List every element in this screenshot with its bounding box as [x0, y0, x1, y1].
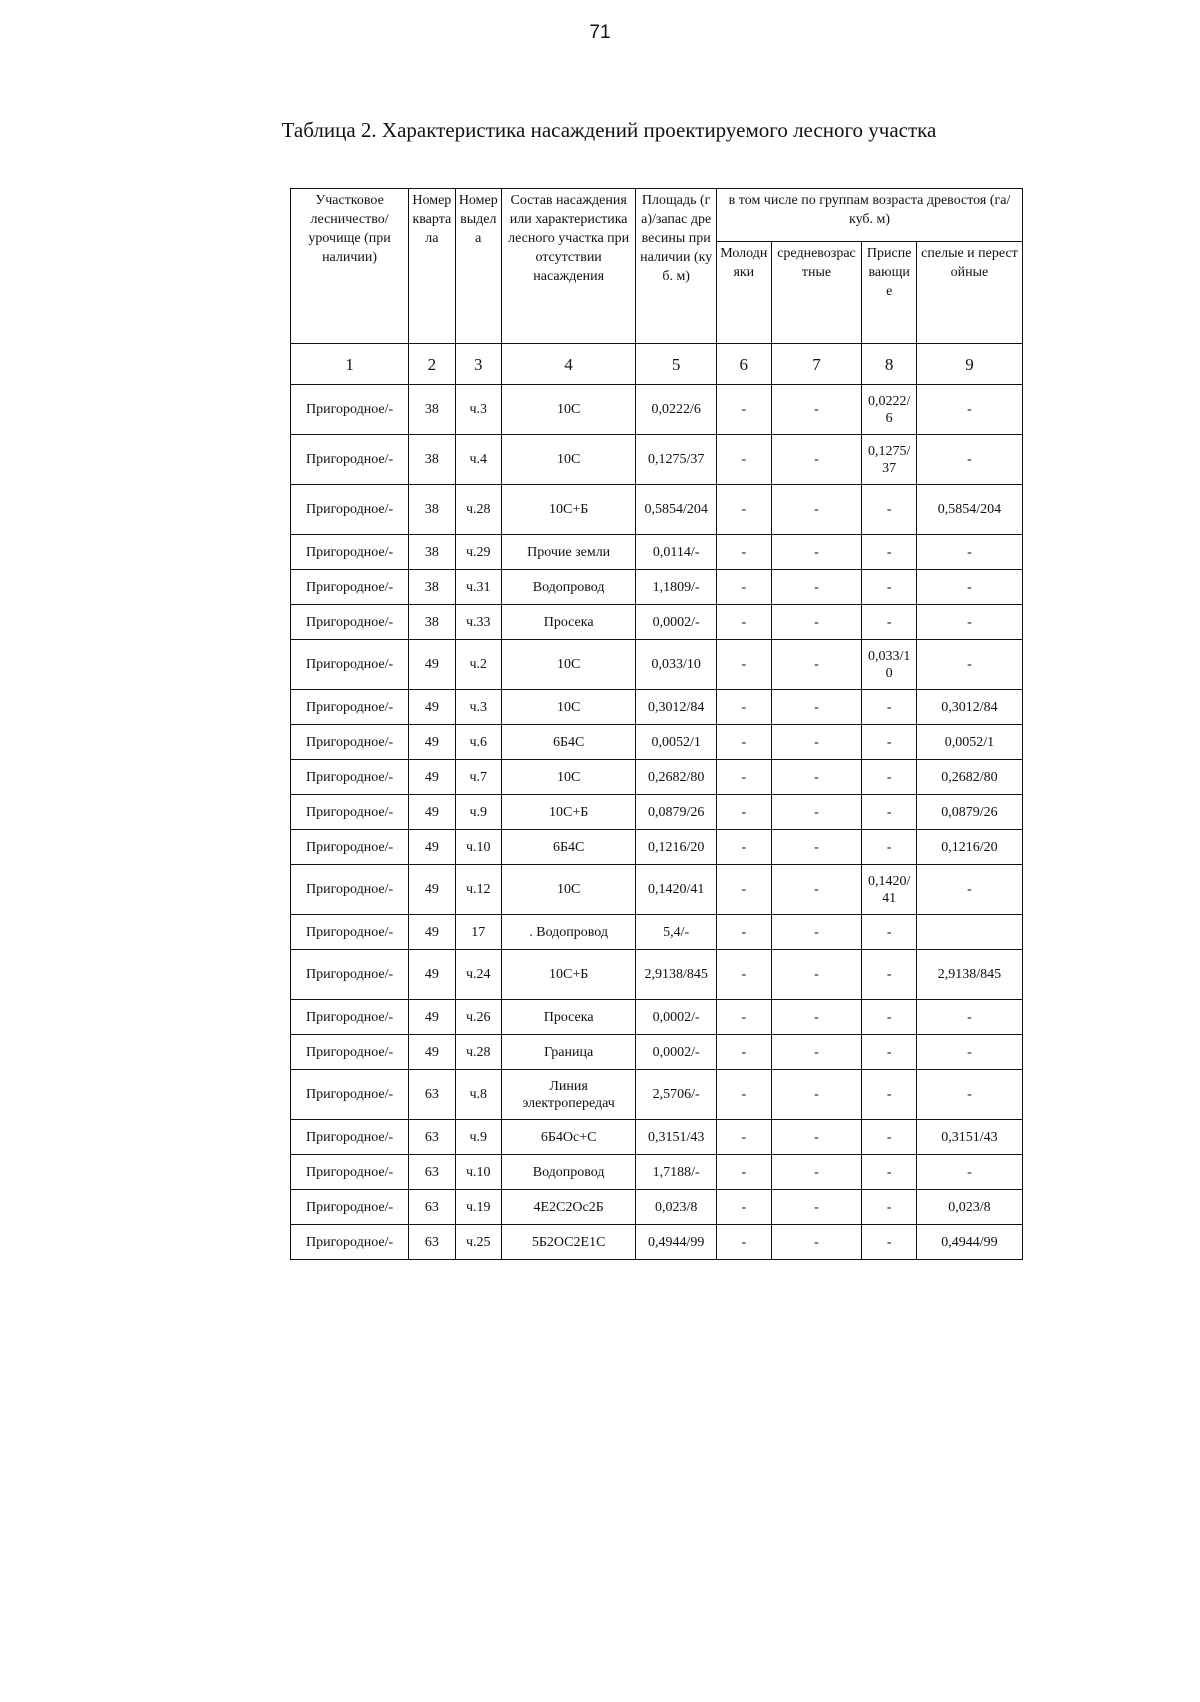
- cell-quarter: 63: [409, 1070, 455, 1120]
- cell-quarter: 49: [409, 1000, 455, 1035]
- table-row: [291, 760, 1023, 795]
- cell-middle-aged: -: [771, 385, 862, 435]
- cell-mature: -: [916, 1035, 1022, 1070]
- cell-area-stock: 0,0002/-: [636, 605, 717, 640]
- cell-quarter: 63: [409, 1120, 455, 1155]
- cell-young: -: [717, 435, 772, 485]
- cell-composition: 10С: [502, 435, 636, 485]
- column-number: 3: [455, 344, 501, 385]
- cell-district: Пригородное/-: [291, 1000, 409, 1035]
- cell-maturing: -: [862, 1000, 917, 1035]
- cell-quarter: 38: [409, 435, 455, 485]
- cell-quarter: 38: [409, 570, 455, 605]
- cell-quarter: 38: [409, 385, 455, 435]
- cell-middle-aged: -: [771, 485, 862, 535]
- cell-young: -: [717, 640, 772, 690]
- cell-quarter: 49: [409, 830, 455, 865]
- cell-district: Пригородное/-: [291, 1070, 409, 1120]
- cell-quarter: 49: [409, 725, 455, 760]
- cell-mature: -: [916, 1000, 1022, 1035]
- header-composition: Состав насаждения или характеристика лесного участка при отсутствии насаждения: [502, 189, 636, 344]
- cell-area-stock: 0,0222/6: [636, 385, 717, 435]
- column-number: 1: [291, 344, 409, 385]
- cell-middle-aged: -: [771, 1000, 862, 1035]
- cell-plot: ч.19: [455, 1190, 501, 1225]
- table-row: [291, 950, 1023, 1000]
- table-row: [291, 485, 1023, 535]
- cell-young: -: [717, 690, 772, 725]
- cell-quarter: 38: [409, 485, 455, 535]
- cell-middle-aged: -: [771, 915, 862, 950]
- cell-composition: 10С+Б: [502, 795, 636, 830]
- cell-plot: ч.3: [455, 385, 501, 435]
- cell-composition: 5Б2ОС2Е1С: [502, 1225, 636, 1260]
- cell-composition: Прочие земли: [502, 535, 636, 570]
- cell-maturing: -: [862, 1035, 917, 1070]
- cell-composition: 10С: [502, 640, 636, 690]
- cell-young: -: [717, 1000, 772, 1035]
- table-title: Таблица 2. Характеристика насаждений проектируемого лесного участка: [281, 118, 937, 142]
- cell-mature: 0,0052/1: [916, 725, 1022, 760]
- table-row: [291, 915, 1023, 950]
- cell-district: Пригородное/-: [291, 485, 409, 535]
- cell-maturing: -: [862, 1190, 917, 1225]
- cell-area-stock: 2,9138/845: [636, 950, 717, 1000]
- cell-young: -: [717, 795, 772, 830]
- cell-mature: 0,5854/204: [916, 485, 1022, 535]
- cell-mature: 0,1216/20: [916, 830, 1022, 865]
- table-row: [291, 725, 1023, 760]
- cell-young: -: [717, 1120, 772, 1155]
- cell-young: -: [717, 485, 772, 535]
- cell-plot: ч.4: [455, 435, 501, 485]
- table-row: [291, 435, 1023, 485]
- cell-plot: ч.12: [455, 865, 501, 915]
- cell-middle-aged: -: [771, 1035, 862, 1070]
- cell-area-stock: 0,3151/43: [636, 1120, 717, 1155]
- cell-mature: 0,2682/80: [916, 760, 1022, 795]
- column-number: 6: [717, 344, 772, 385]
- cell-district: Пригородное/-: [291, 640, 409, 690]
- cell-plot: ч.33: [455, 605, 501, 640]
- cell-maturing: -: [862, 725, 917, 760]
- header-area-stock: Площадь (га)/запас древесины при наличии (куб. м): [636, 189, 717, 344]
- cell-maturing: -: [862, 485, 917, 535]
- cell-middle-aged: -: [771, 1155, 862, 1190]
- cell-young: -: [717, 1035, 772, 1070]
- cell-quarter: 63: [409, 1190, 455, 1225]
- cell-maturing: -: [862, 950, 917, 1000]
- cell-quarter: 49: [409, 950, 455, 1000]
- cell-middle-aged: -: [771, 690, 862, 725]
- cell-district: Пригородное/-: [291, 830, 409, 865]
- cell-young: -: [717, 865, 772, 915]
- cell-young: -: [717, 760, 772, 795]
- cell-area-stock: 0,5854/204: [636, 485, 717, 535]
- column-number: 7: [771, 344, 862, 385]
- cell-area-stock: 1,1809/-: [636, 570, 717, 605]
- cell-maturing: -: [862, 1070, 917, 1120]
- cell-plot: ч.3: [455, 690, 501, 725]
- cell-area-stock: 2,5706/-: [636, 1070, 717, 1120]
- cell-maturing: -: [862, 760, 917, 795]
- cell-mature: 0,0879/26: [916, 795, 1022, 830]
- cell-area-stock: 0,1420/41: [636, 865, 717, 915]
- table-row: [291, 865, 1023, 915]
- cell-young: -: [717, 1225, 772, 1260]
- cell-middle-aged: -: [771, 1070, 862, 1120]
- cell-composition: Просека: [502, 1000, 636, 1035]
- cell-plot: ч.29: [455, 535, 501, 570]
- cell-district: Пригородное/-: [291, 605, 409, 640]
- cell-plot: ч.7: [455, 760, 501, 795]
- cell-composition: Водопровод: [502, 1155, 636, 1190]
- cell-composition: 6Б4С: [502, 830, 636, 865]
- cell-quarter: 49: [409, 865, 455, 915]
- cell-area-stock: 0,1216/20: [636, 830, 717, 865]
- header-maturing: Приспевающие: [862, 242, 917, 344]
- table-row: [291, 640, 1023, 690]
- cell-quarter: 38: [409, 535, 455, 570]
- cell-area-stock: 0,2682/80: [636, 760, 717, 795]
- cell-area-stock: 0,0052/1: [636, 725, 717, 760]
- cell-plot: ч.2: [455, 640, 501, 690]
- column-number: 5: [636, 344, 717, 385]
- cell-maturing: -: [862, 1120, 917, 1155]
- cell-area-stock: 0,023/8: [636, 1190, 717, 1225]
- cell-young: -: [717, 950, 772, 1000]
- cell-mature: 0,023/8: [916, 1190, 1022, 1225]
- table-row: [291, 830, 1023, 865]
- cell-young: -: [717, 570, 772, 605]
- cell-mature: -: [916, 640, 1022, 690]
- cell-area-stock: 1,7188/-: [636, 1155, 717, 1190]
- cell-composition: 6Б4Ос+С: [502, 1120, 636, 1155]
- cell-middle-aged: -: [771, 760, 862, 795]
- cell-mature: 0,4944/99: [916, 1225, 1022, 1260]
- cell-mature: -: [916, 1155, 1022, 1190]
- cell-district: Пригородное/-: [291, 570, 409, 605]
- table-row: [291, 1190, 1023, 1225]
- cell-middle-aged: -: [771, 1225, 862, 1260]
- cell-composition: 6Б4С: [502, 725, 636, 760]
- cell-young: -: [717, 605, 772, 640]
- header-mature: спелые и перестойные: [916, 242, 1022, 344]
- column-number: 9: [916, 344, 1022, 385]
- cell-area-stock: 0,0002/-: [636, 1000, 717, 1035]
- cell-maturing: -: [862, 570, 917, 605]
- cell-area-stock: 0,4944/99: [636, 1225, 717, 1260]
- cell-district: Пригородное/-: [291, 1225, 409, 1260]
- header-young: Молодняки: [717, 242, 772, 344]
- cell-maturing: -: [862, 605, 917, 640]
- cell-area-stock: 0,0114/-: [636, 535, 717, 570]
- cell-mature: -: [916, 605, 1022, 640]
- cell-district: Пригородное/-: [291, 535, 409, 570]
- cell-area-stock: 0,0002/-: [636, 1035, 717, 1070]
- cell-maturing: 0,033/10: [862, 640, 917, 690]
- cell-quarter: 49: [409, 640, 455, 690]
- cell-plot: ч.24: [455, 950, 501, 1000]
- cell-district: Пригородное/-: [291, 795, 409, 830]
- table-body: [291, 385, 1023, 1260]
- cell-maturing: -: [862, 1225, 917, 1260]
- table-header: [291, 189, 1023, 385]
- cell-young: -: [717, 1155, 772, 1190]
- cell-area-stock: 0,1275/37: [636, 435, 717, 485]
- cell-maturing: 0,1420/41: [862, 865, 917, 915]
- cell-plot: 17: [455, 915, 501, 950]
- cell-mature: -: [916, 385, 1022, 435]
- header-district: Участковое лесничество/урочище (при наличии): [291, 189, 409, 344]
- cell-quarter: 38: [409, 605, 455, 640]
- cell-quarter: 63: [409, 1225, 455, 1260]
- cell-composition: 10С+Б: [502, 950, 636, 1000]
- cell-maturing: -: [862, 535, 917, 570]
- cell-mature: -: [916, 1070, 1022, 1120]
- cell-district: Пригородное/-: [291, 865, 409, 915]
- cell-area-stock: 0,033/10: [636, 640, 717, 690]
- cell-composition: Водопровод: [502, 570, 636, 605]
- cell-composition: 10С+Б: [502, 485, 636, 535]
- table-row: [291, 1000, 1023, 1035]
- cell-maturing: -: [862, 1155, 917, 1190]
- cell-plot: ч.25: [455, 1225, 501, 1260]
- cell-quarter: 49: [409, 1035, 455, 1070]
- cell-middle-aged: -: [771, 435, 862, 485]
- table-row: [291, 385, 1023, 435]
- column-number: 4: [502, 344, 636, 385]
- table-row: [291, 795, 1023, 830]
- cell-composition: 10С: [502, 690, 636, 725]
- cell-young: -: [717, 385, 772, 435]
- cell-maturing: 0,0222/6: [862, 385, 917, 435]
- table-row: [291, 535, 1023, 570]
- table-row: [291, 1155, 1023, 1190]
- cell-area-stock: 0,0879/26: [636, 795, 717, 830]
- cell-middle-aged: -: [771, 535, 862, 570]
- cell-middle-aged: -: [771, 570, 862, 605]
- cell-middle-aged: -: [771, 640, 862, 690]
- cell-district: Пригородное/-: [291, 1035, 409, 1070]
- cell-quarter: 49: [409, 690, 455, 725]
- cell-plot: ч.10: [455, 830, 501, 865]
- cell-middle-aged: -: [771, 950, 862, 1000]
- header-plot: Номер выдела: [455, 189, 501, 344]
- cell-area-stock: 0,3012/84: [636, 690, 717, 725]
- cell-mature: [916, 915, 1022, 950]
- cell-quarter: 49: [409, 760, 455, 795]
- cell-mature: 0,3151/43: [916, 1120, 1022, 1155]
- cell-mature: 2,9138/845: [916, 950, 1022, 1000]
- cell-composition: . Водопровод: [502, 915, 636, 950]
- cell-mature: -: [916, 570, 1022, 605]
- cell-plot: ч.28: [455, 485, 501, 535]
- cell-quarter: 49: [409, 795, 455, 830]
- cell-maturing: 0,1275/37: [862, 435, 917, 485]
- cell-middle-aged: -: [771, 605, 862, 640]
- cell-young: -: [717, 1070, 772, 1120]
- column-number: 8: [862, 344, 917, 385]
- page-number: 71: [589, 22, 611, 43]
- cell-young: -: [717, 830, 772, 865]
- cell-mature: 0,3012/84: [916, 690, 1022, 725]
- cell-maturing: -: [862, 830, 917, 865]
- cell-district: Пригородное/-: [291, 1190, 409, 1225]
- cell-plot: ч.8: [455, 1070, 501, 1120]
- cell-district: Пригородное/-: [291, 435, 409, 485]
- cell-young: -: [717, 535, 772, 570]
- cell-quarter: 63: [409, 1155, 455, 1190]
- cell-middle-aged: -: [771, 865, 862, 915]
- header-age-groups: в том числе по группам возраста древостоя (га/куб. м): [717, 189, 1023, 242]
- table-row: [291, 1120, 1023, 1155]
- cell-mature: -: [916, 535, 1022, 570]
- cell-district: Пригородное/-: [291, 915, 409, 950]
- cell-middle-aged: -: [771, 1120, 862, 1155]
- cell-plot: ч.10: [455, 1155, 501, 1190]
- cell-plot: ч.26: [455, 1000, 501, 1035]
- cell-district: Пригородное/-: [291, 385, 409, 435]
- header-middle-aged: средневозрастные: [771, 242, 862, 344]
- cell-district: Пригородное/-: [291, 950, 409, 1000]
- cell-maturing: -: [862, 915, 917, 950]
- cell-district: Пригородное/-: [291, 1155, 409, 1190]
- cell-middle-aged: -: [771, 795, 862, 830]
- header-quarter: Номер квартала: [409, 189, 455, 344]
- cell-quarter: 49: [409, 915, 455, 950]
- cell-district: Пригородное/-: [291, 760, 409, 795]
- cell-plot: ч.31: [455, 570, 501, 605]
- cell-plot: ч.9: [455, 1120, 501, 1155]
- cell-district: Пригородное/-: [291, 690, 409, 725]
- cell-middle-aged: -: [771, 1190, 862, 1225]
- cell-composition: Просека: [502, 605, 636, 640]
- cell-maturing: -: [862, 795, 917, 830]
- table-row: [291, 690, 1023, 725]
- forest-stand-table: [290, 188, 1023, 1260]
- cell-composition: 10С: [502, 865, 636, 915]
- column-number-row: [291, 344, 1023, 385]
- cell-district: Пригородное/-: [291, 1120, 409, 1155]
- cell-area-stock: 5,4/-: [636, 915, 717, 950]
- table-row: [291, 605, 1023, 640]
- cell-district: Пригородное/-: [291, 725, 409, 760]
- table-row: [291, 1070, 1023, 1120]
- cell-plot: ч.28: [455, 1035, 501, 1070]
- cell-maturing: -: [862, 690, 917, 725]
- table-row: [291, 1035, 1023, 1070]
- cell-composition: 10С: [502, 760, 636, 795]
- cell-mature: -: [916, 435, 1022, 485]
- table-row: [291, 570, 1023, 605]
- cell-composition: 10С: [502, 385, 636, 435]
- cell-young: -: [717, 1190, 772, 1225]
- cell-middle-aged: -: [771, 725, 862, 760]
- cell-plot: ч.9: [455, 795, 501, 830]
- cell-composition: Линия электропередач: [502, 1070, 636, 1120]
- cell-composition: Граница: [502, 1035, 636, 1070]
- cell-young: -: [717, 915, 772, 950]
- cell-composition: 4Е2С2Ос2Б: [502, 1190, 636, 1225]
- column-number: 2: [409, 344, 455, 385]
- cell-mature: -: [916, 865, 1022, 915]
- table-row: [291, 1225, 1023, 1260]
- cell-young: -: [717, 725, 772, 760]
- cell-middle-aged: -: [771, 830, 862, 865]
- cell-plot: ч.6: [455, 725, 501, 760]
